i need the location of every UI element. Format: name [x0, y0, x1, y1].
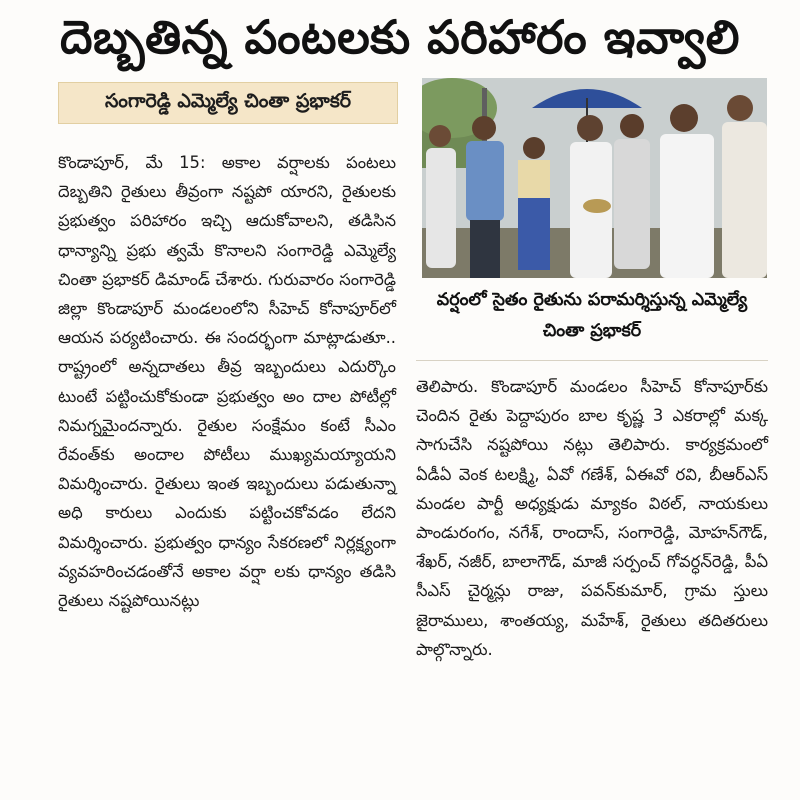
news-photo — [422, 78, 767, 278]
article-body-right-column: తెలిపారు. కొండాపూర్ మండలం సీహెచ్ కోనాపూర్‌కు చెందిన రైతు పెద్దాపురం బాల కృష్ణ 3 ఎకరాల్లో మక్క సాగుచేసి నష్టపోయి నట్లు తెలిపారు. కార్యక్రమంలో ఏడీఏ వెంక టలక్ష్మి, ఏవో గణేశ్, ఏఈవో రవి, బీఆర్ఎస్ మండల పార్టీ అధ్యక్షుడు మ్యాకం విఠల్, నాయకులు పాండురంగం, నగేశ్, రాందాస్, సంగారెడ్డి, మోహన్‌గౌడ్, శేఖర్, నజీర్, బాలాగౌడ్, మాజీ సర్పంచ్ గోవర్ధన్‌రెడ్డి, పీఏ సీఎస్ చైర్మన్లు రాజు, పవన్‌కుమార్, గ్రామ స్తులు జైరాములు, శాంతయ్య, మహేశ్, రైతులు తదితరులు పాల్గొన్నారు. — [416, 377, 768, 659]
subheadline-text: సంగారెడ్డి ఎమ్మెల్యే చింతా ప్రభాకర్ — [104, 89, 352, 112]
photo-caption: వర్షంలో సైతం రైతును పరామర్శిస్తున్న ఎమ్మెల్యే చింతా ప్రభాకర్ — [436, 290, 748, 341]
headline: దెబ్బతిన్న పంటలకు పరిహారం ఇవ్వాలి — [60, 10, 740, 64]
article-body-left-column: కొండాపూర్, మే 15: అకాల వర్షాలకు పంటలు దెబ్బతిని రైతులు తీవ్రంగా నష్టపో యారని, రైతులకు ప్రభుత్వం పరిహారం ఇచ్చి ఆదుకోవాలని, తడిసిన ధాన్యాన్ని ప్రభు త్వమే కొనాలని సంగారెడ్డి ఎమ్మెల్యే చింతా ప్రభాకర్ డిమాండ్ చేశారు. గురువారం సంగారెడ్డి జిల్లా కొండాపూర్ మండలంలోని సీహెచ్ కోనాపూర్‌లో ఆయన పర్యటించారు. ఈ సందర్భంగా మాట్లాడుతూ.. రాష్ట్రంలో అన్నదాతలు తీవ్ర ఇబ్బందులు ఎదుర్కొం టుంటే పట్టించుకోకుండా ప్రభుత్వం అం దాల పోటీల్లో నిమగ్నమైందన్నారు. రైతుల సంక్షేమం కంటే సీఎం రేవంత్‌కు అందాల పోటీలు ముఖ్యమయ్యాయని విమర్శించారు. రైతులు ఇంత ఇబ్బందులు పడుతున్నా అధి కారులు ఎందుకు పట్టించకోవడం లేదని విమర్శించారు. ప్రభుత్వం ధాన్యం సేకరణలో నిర్లక్ష్యంగా వ్యవహరించడంతోనే అకాల వర్షా లకు ధాన్యం తడిసి రైతులు నష్టపోయినట్లు — [58, 153, 396, 611]
news-photo-illustration — [422, 78, 767, 278]
subheadline-banner — [58, 82, 398, 124]
caption-divider — [416, 360, 768, 361]
